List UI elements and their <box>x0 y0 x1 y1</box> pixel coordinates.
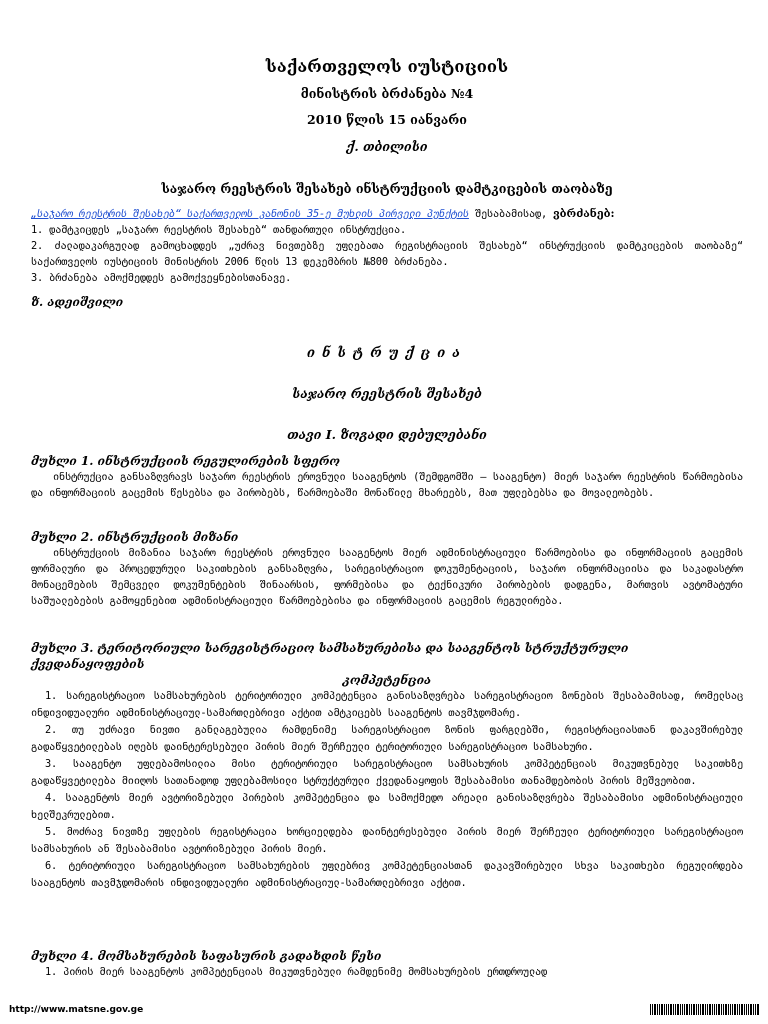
instruction-title: ინსტრუქცია <box>307 346 467 361</box>
chapter-heading: თავი I. ზოგადი დებულებანი <box>287 427 487 442</box>
order-number: მინისტრის ბრძანება №4 <box>300 86 474 101</box>
instruction-subtitle: საჯარო რეესტრის შესახებ <box>292 386 482 401</box>
article-4-item-1: 1. პირის მიერ სააგენტოს კომპეტენციას მიკუთვნებული რამდენიმე მომსახურების ერთდროულად <box>45 966 548 978</box>
article-4 <box>31 948 743 981</box>
order-clauses <box>31 222 743 286</box>
document-title: საჯარო რეესტრის შესახებ ინსტრუქციის დამტკიცების თაობაზე <box>161 181 613 196</box>
article-3-item-1: 1. სარეგისტრაციო სამსახურების ტერიტორიული კომპეტენცია განისაზღვრება სარეგისტრაციო ზონების შესაბამისად, რომელსაც ინდივიდუალური ადმინისტრაციულ-სამართლებრივი აქტით ამტკიცებს სააგენტოს თავმჯდომარე. <box>31 690 743 719</box>
article-2-heading: მუხლი 2. ინსტრუქციის მიზანი <box>31 530 239 544</box>
order-date: 2010 წლის 15 იანვარი <box>307 112 467 127</box>
article-3 <box>31 640 743 892</box>
article-4-heading: მუხლი 4. მომსახურების საფასურის გადახდის წესი <box>31 949 382 963</box>
order-city: ქ. თბილისი <box>346 139 428 154</box>
footer-url-link[interactable]: http://www.matsne.gov.ge <box>9 1005 144 1015</box>
article-2-body: ინსტრუქციის მიზანია საჯარო რეესტრის ეროვნული სააგენტოს მიერ ადმინისტრაციული წარმოებისა და ინფორმაციის გაცემის ფორმალური და პროცედურული საკითხების განსაზღვრა, სარეგისტრაციო დოკუმენტაციის, საჯარო ინფორმაციისა და საკადასტრო მონაცემების შემცველი დოკუმენტების შინაარსის, ფორმებისა და ტექნიკური პირობების დადგენა, მართვის ავტომატური საშუალებების გამოყენებით ადმინისტრაციული წარმოებებისა და ინფორმაციის გაცემის რეგულირება. <box>31 547 743 607</box>
clause-2: 2. ძალადაკარგულად გამოცხადდეს „უძრავ ნივთებზე უფლებათა რეგისტრაციის შესახებ“ ინსტრუქციის დამტკიცების თაობაზე“ საქართველოს იუსტიციის მინისტრის 2006 წლის 13 დეკემბრის №800 ბრძანება. <box>31 240 743 268</box>
preamble-text: შესაბამისად, <box>468 208 553 220</box>
law-reference-link[interactable]: „საჯარო რეესტრის შესახებ“ საქართველოს კანონის 35-ე მუხლის პირველი პუნქტის <box>31 208 469 220</box>
article-2 <box>31 529 743 609</box>
article-1-heading: მუხლი 1. ინსტრუქციის რეგულირების სფერო <box>31 454 340 468</box>
article-3-heading: მუხლი 3. ტერიტორიული სარეგისტრაციო სამსახურებისა და სააგენტოს სტრუქტურული ქვედანაყოფების <box>31 641 629 671</box>
article-3-item-2: 2. თუ უძრავი ნივთი განლაგებულია რამდენიმე სარეგისტრაციო ზონის ფარგლებში, რეგისტრაციასთან დაკავშირებულ გადაწყვეტილებას იღებს დაინტერესებული პირის მიერ შერჩეული ტერიტორიული სარეგისტრაციო სამსახური. <box>31 724 743 753</box>
article-3-heading-cont: კომპეტენცია <box>342 673 432 687</box>
ministry-title: საქართველოს იუსტიციის <box>265 57 509 76</box>
clause-1: 1. დამტკიცდეს „საჯარო რეესტრის შესახებ“ თანდართული ინსტრუქცია. <box>31 224 407 236</box>
article-1-body: ინსტრუქცია განსაზღვრავს საჯარო რეესტრის ეროვნული სააგენტოს (შემდგომში – სააგენტო) მიერ საჯარო რეესტრის წარმოებისა და ინფორმაციის გაცემის წესებსა და პირობებს, წარმოებაში მონაწილე მხარეებს, მათ უფლებებსა და მოვალეობებს. <box>31 471 743 499</box>
clause-3: 3. ბრძანება ამოქმედდეს გამოქვეყნებისთანავე. <box>31 272 292 284</box>
article-3-item-4: 4. სააგენტოს მიერ ავტორიზებული პირების კომპეტენცია და სამოქმედო არეალი განისაზღვრება შესაბამისი ადმინისტრაციული ხელშეკრულებით. <box>31 792 743 821</box>
article-1 <box>31 453 743 501</box>
article-3-item-6: 6. ტერიტორიული სარეგისტრაციო სამსახურების უფლებრივ კომპეტენციასთან დაკავშირებული სხვა საკითხები რეგულირდება სააგენტოს თავმჯდომარის ინდივიდუალური ადმინისტრაციულ-სამართლებრივი აქტით. <box>31 860 743 889</box>
order-verb: ვბრძანებ: <box>552 207 615 220</box>
article-3-item-3: 3. სააგენტო უფლებამოსილია მისი ტერიტორიული სარეგისტრაციო სამსახურის კომპეტენციას მიკუთვნებულ საკითხზე გადაწყვეტილება მიიღოს სათანადოდ უფლებამოსილი სტრუქტურული ქვედანაყოფის შესაბამისი თანამდებობის პირის მეშვეობით. <box>31 758 743 787</box>
barcode-icon <box>650 1004 760 1015</box>
signer-name: ზ. ადეიშვილი <box>31 295 124 309</box>
article-3-item-5: 5. მოძრავ ნივთზე უფლების რეგისტრაცია ხორციელდება დაინტერესებული პირის მიერ შერჩეული ტერიტორიული სარეგისტრაციო სამსახურის ან შესაბამისი ავტორიზებული პირის მიერ. <box>31 826 743 855</box>
preamble <box>31 206 743 222</box>
